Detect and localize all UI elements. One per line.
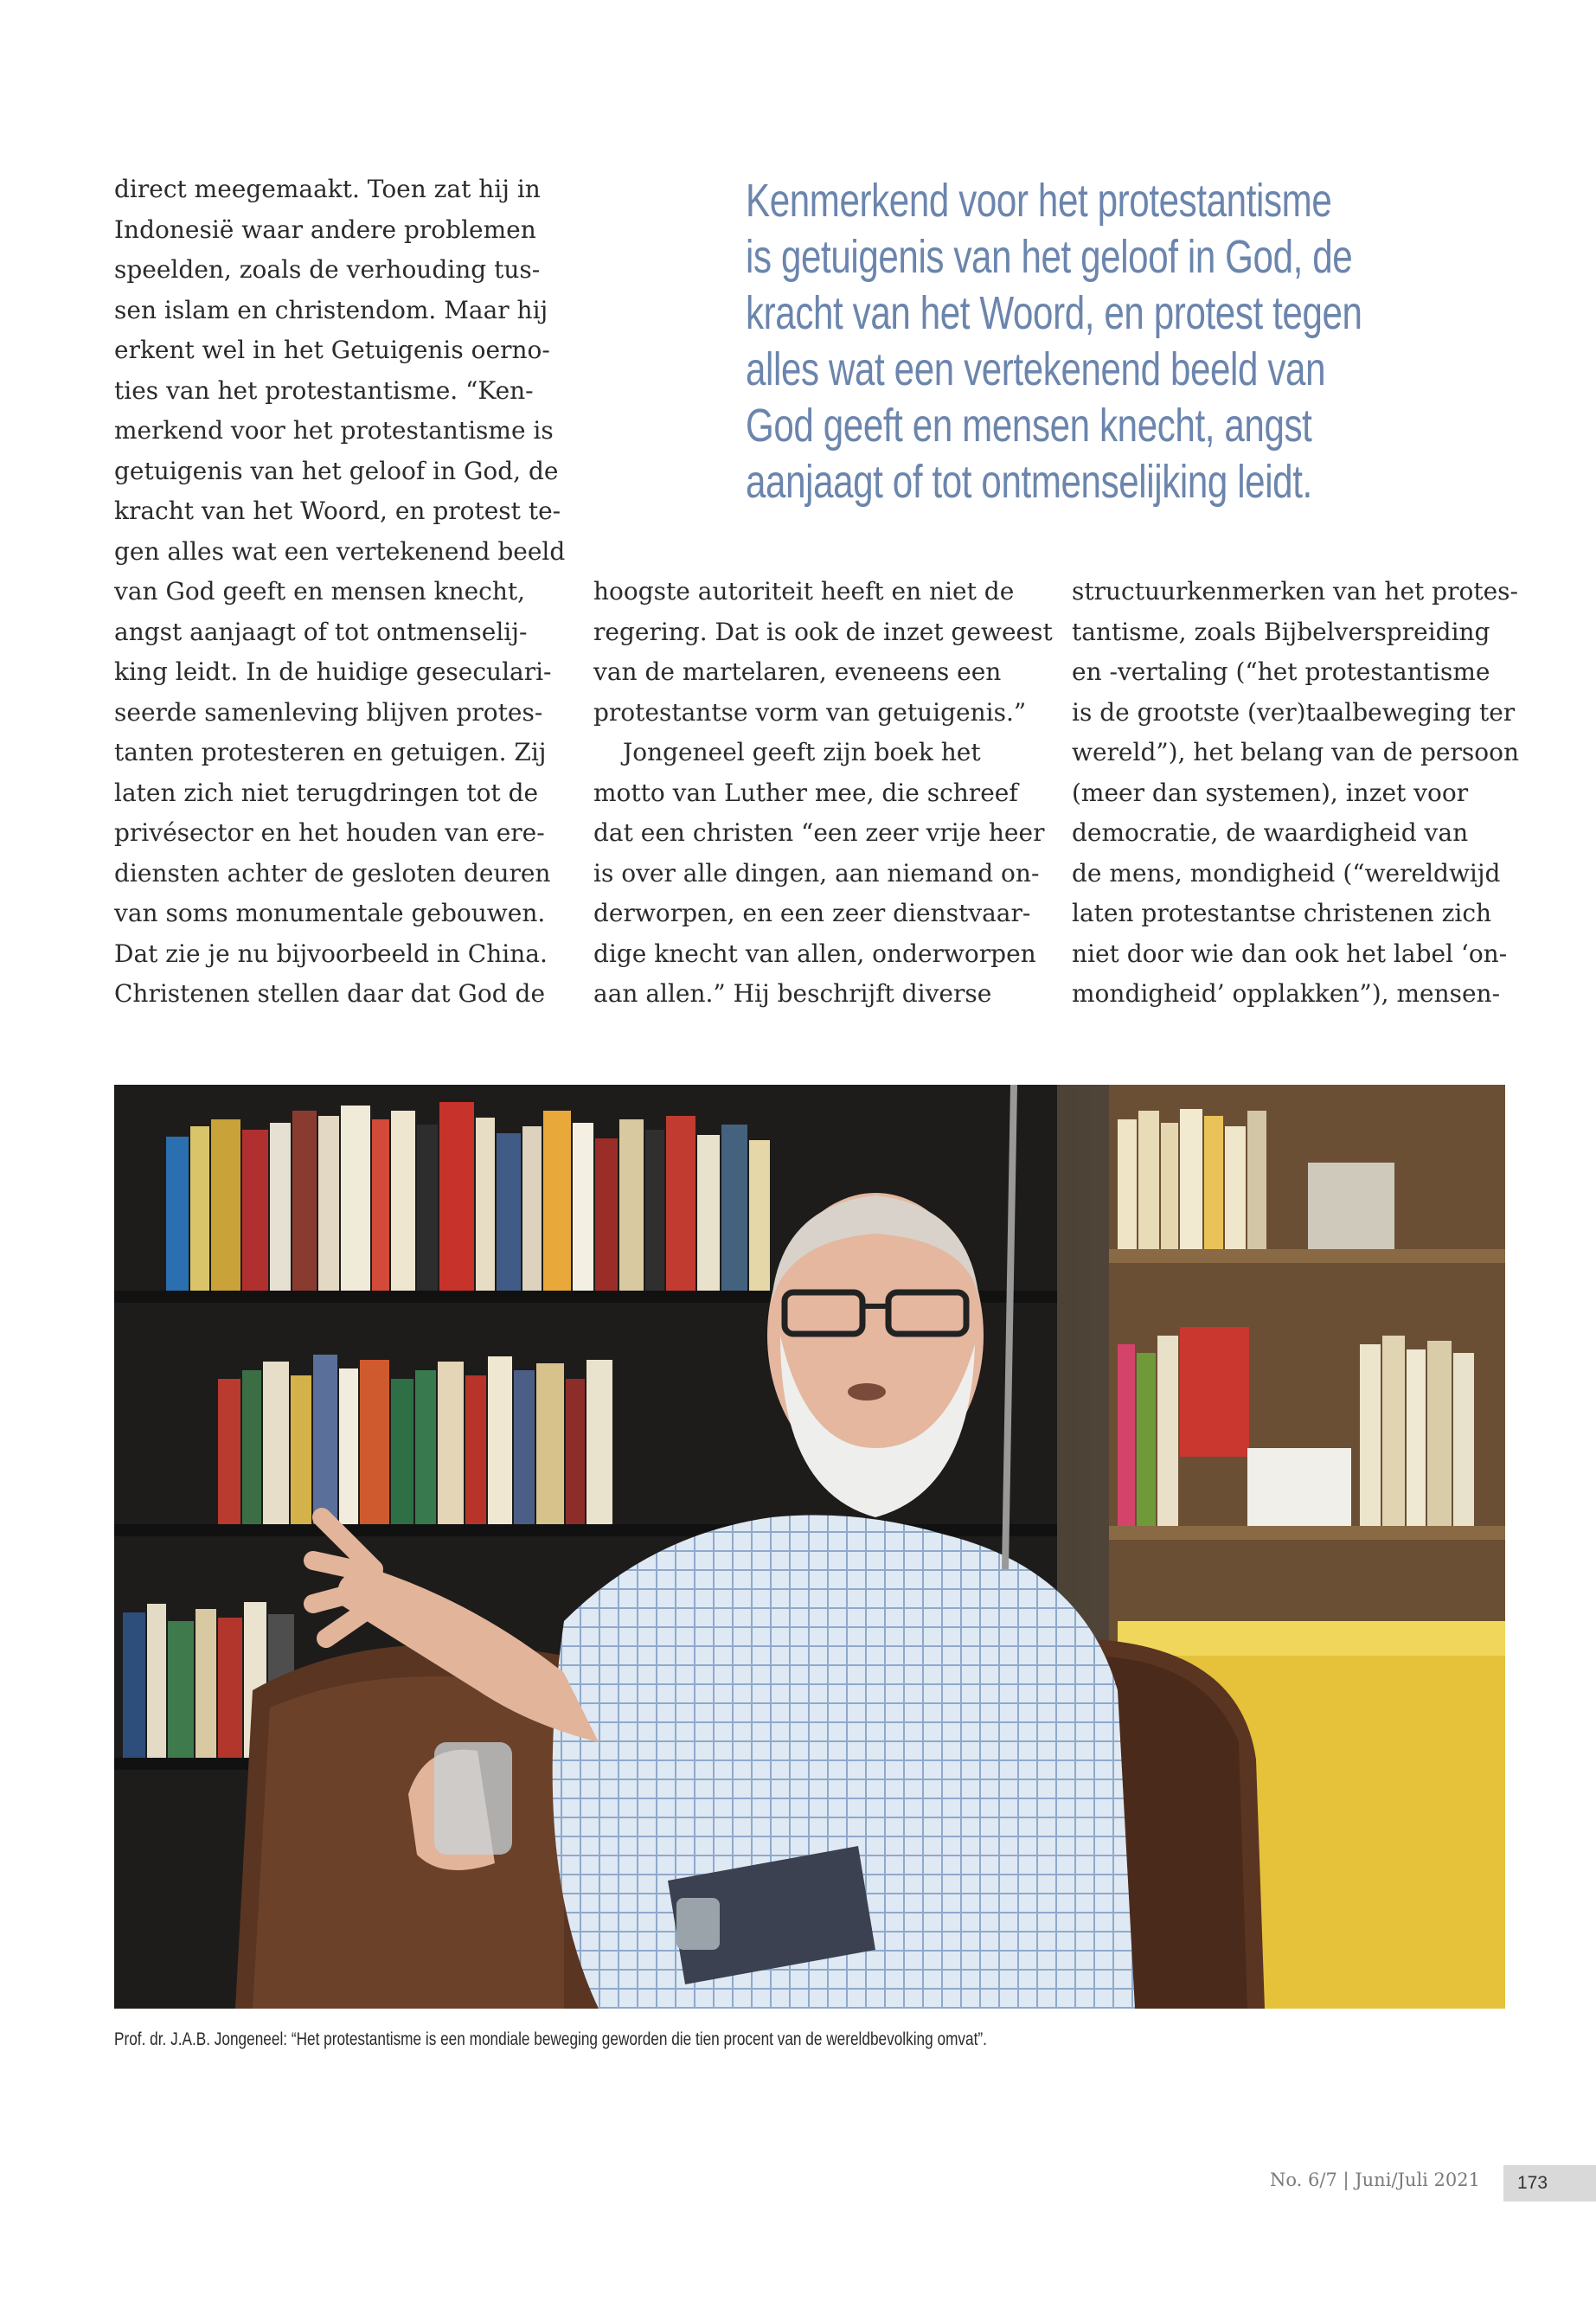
text-line: Dat zie je nu bijvoorbeeld in China. [114, 939, 548, 968]
text-line: hoogste autoriteit heeft en niet de [593, 577, 1015, 606]
text-line: getuigenis van het geloof in God, de [114, 456, 559, 485]
text-line: en -vertaling (“het protestantisme [1072, 657, 1490, 686]
text-line: king leidt. In de huidige geseculari- [114, 657, 552, 686]
text-line: protestantse vorm van getuigenis.” [593, 697, 1027, 727]
photo-illustration [114, 1085, 1505, 2009]
text-column-1 [114, 170, 566, 1015]
text-line: dige knecht van allen, onderworpen [593, 939, 1036, 968]
text-line: laten zich niet terugdringen tot de [114, 778, 539, 807]
pull-quote-line: kracht van het Woord, en protest tegen [746, 287, 1362, 339]
page-number: 173 [1503, 2165, 1596, 2202]
text-line: van de martelaren, eveneens een [593, 657, 1002, 686]
text-line: is over alle dingen, aan niemand on- [593, 858, 1040, 888]
pull-quote-line: Kenmerkend voor het protestantisme [746, 175, 1332, 227]
text-line: angst aanjaagt of tot ontmenselij- [114, 617, 528, 646]
text-line: Jongeneel geeft zijn boek het [623, 738, 981, 766]
pull-quote-line: alles wat een vertekenend beeld van [746, 343, 1326, 395]
text-line: gen alles wat een vertekenend beeld [114, 536, 566, 566]
text-line: de mens, mondigheid (“wereldwijd [1072, 858, 1501, 888]
text-line: kracht van het Woord, en protest te- [114, 497, 561, 525]
text-line: Christenen stellen daar dat God de [114, 979, 546, 1008]
portrait-photo [114, 1085, 1505, 2009]
text-line: tanten protesteren en getuigen. Zij [114, 738, 547, 766]
text-line: tantisme, zoals Bijbelverspreiding [1072, 617, 1490, 646]
text-line: van soms monumentale gebouwen. [114, 899, 546, 927]
text-line: motto van Luther mee, die schreef [593, 778, 1018, 807]
text-line: erkent wel in het Getuigenis oerno- [114, 336, 550, 364]
text-line: wereld”), het belang van de persoon [1072, 738, 1520, 766]
text-line: seerde samenleving blijven protes- [114, 697, 543, 727]
text-line: structuurkenmerken van het protes- [1072, 577, 1518, 606]
text-column-2 [593, 572, 1053, 1015]
text-line: mondigheid’ opplakken”), mensen- [1072, 979, 1501, 1008]
footer-issue-info: No. 6/7 | Juni/Juli 2021 [1270, 2170, 1480, 2190]
text-line: ties van het protestantisme. “Ken- [114, 375, 534, 405]
text-line: direct meegemaakt. Toen zat hij in [114, 175, 541, 203]
pull-quote-line: is getuigenis van het geloof in God, de [746, 231, 1353, 283]
pull-quote-line: aanjaagt of tot ontmenselijking leidt. [746, 456, 1312, 508]
text-line: regering. Dat is ook de inzet geweest [593, 617, 1053, 646]
text-line: privésector en het houden van ere- [114, 818, 545, 847]
text-line: dat een christen “een zeer vrije heer [593, 818, 1045, 847]
text-line: derworpen, en een zeer dienstvaar- [593, 899, 1031, 927]
pull-quote-line: God geeft en mensen knecht, angst [746, 400, 1312, 452]
text-line: laten protestantse christenen zich [1072, 899, 1492, 927]
text-line: speelden, zoals de verhouding tus- [114, 255, 541, 284]
photo-caption: Prof. dr. J.A.B. Jongeneel: “Het protestantisme is een mondiale beweging geworden die tien procent van de wereldbevolking omvat”. [114, 2029, 987, 2049]
text-line: niet door wie dan ook het label ‘on- [1072, 939, 1508, 968]
text-line: aan allen.” Hij beschrijft diverse [593, 979, 992, 1008]
text-line: democratie, de waardigheid van [1072, 818, 1469, 847]
text-line: Indonesië waar andere problemen [114, 215, 536, 244]
text-line: sen islam en christendom. Maar hij [114, 295, 548, 324]
text-line: (meer dan systemen), inzet voor [1072, 778, 1469, 807]
text-line: is de grootste (ver)taalbeweging ter [1072, 697, 1516, 727]
pull-quote [746, 173, 1362, 510]
text-line: merkend voor het protestantisme is [114, 416, 554, 445]
text-line: diensten achter de gesloten deuren [114, 858, 551, 888]
text-column-3 [1072, 572, 1522, 1015]
text-line: van God geeft en mensen knecht, [114, 577, 526, 606]
